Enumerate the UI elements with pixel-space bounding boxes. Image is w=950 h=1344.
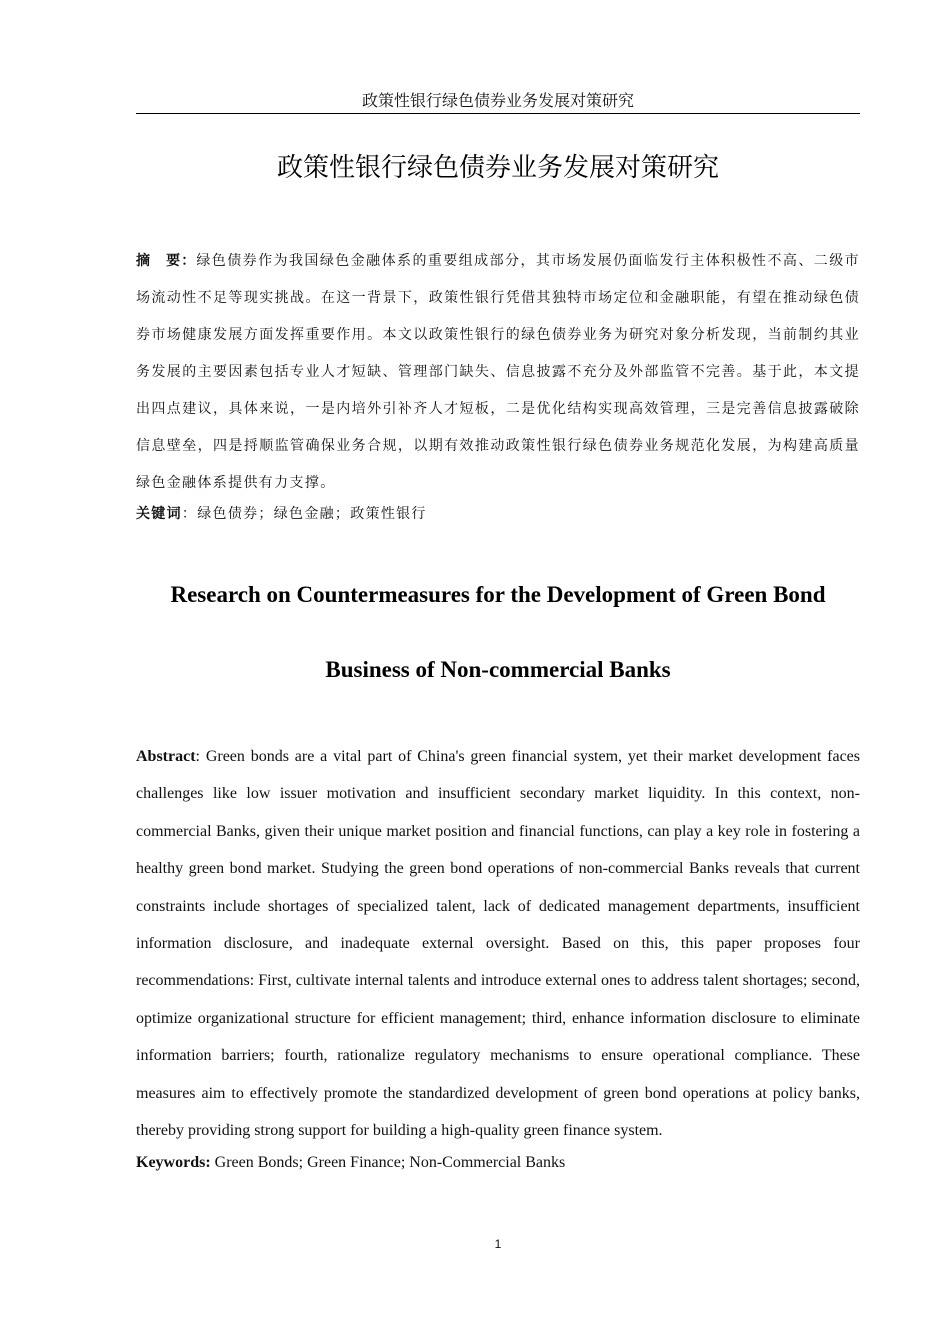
chinese-keywords	[136, 502, 860, 526]
english-abstract-label: Abstract	[136, 748, 196, 765]
chinese-abstract	[136, 243, 860, 502]
chinese-abstract-text: 绿色债券作为我国绿色金融体系的重要组成部分，其市场发展仍面临发行主体积极性不高、二级市场流动性不足等现实挑战。在这一背景下，政策性银行凭借其独特市场定位和金融职能，有望在推动绿色债券市场健康发展方面发挥重要作用。本文以政策性银行的绿色债券业务为研究对象分析发现，当前制约其业务发展的主要因素包括专业人才短缺、管理部门缺失、信息披露不充分及外部监管不完善。基于此，本文提出四点建议，具体来说，一是内培外引补齐人才短板，二是优化结构实现高效管理，三是完善信息披露破除信息壁垒，四是捋顺监管确保业务合规，以期有效推动政策性银行绿色债券业务规范化发展，为构建高质量绿色金融体系提供有力支撑。	[136, 253, 860, 491]
english-title-line-1: Research on Countermeasures for the Development of Green Bond	[170, 582, 826, 607]
chinese-keywords-label: 关键词	[136, 506, 182, 522]
chinese-keywords-separator: ：	[181, 506, 198, 522]
english-abstract-text: : Green bonds are a vital part of China's green financial system, yet their market development faces challenges like low issuer motivation and insufficient secondary market liquidity. In this context, non-commercial Banks, given their unique market position and financial functions, can play a key role in fostering a healthy green bond market. Studying the green bond operations of non-commercial Banks reveals that current constraints include shortages of specialized talent, lack of dedicated management departments, insufficient information disclosure, and inadequate external oversight. Based on this, this paper proposes four recommendations: First, cultivate internal talents and introduce external ones to address talent shortages; second, optimize organizational structure for efficient management; third, enhance information disclosure to eliminate information barriers; fourth, rationalize regulatory mechanisms to ensure operational compliance. These measures aim to effectively promote the standardized development of green bond operations at policy banks, thereby providing strong support for building a high-quality green finance system.	[136, 748, 860, 1140]
english-title	[136, 577, 860, 727]
chinese-title: 政策性银行绿色债券业务发展对策研究	[276, 153, 719, 183]
chinese-abstract-label: 摘 要：	[136, 253, 197, 269]
header-rule	[136, 113, 860, 114]
english-abstract	[136, 738, 860, 1149]
english-keywords-label: Keywords:	[136, 1154, 211, 1171]
running-header: 政策性银行绿色债券业务发展对策研究	[361, 91, 634, 110]
english-title-line-2: Business of Non-commercial Banks	[325, 657, 671, 682]
page-number: 1	[494, 1237, 502, 1251]
english-keywords	[136, 1151, 860, 1175]
chinese-keywords-text: 绿色债券；绿色金融；政策性银行	[197, 506, 427, 522]
english-keywords-text: Green Bonds; Green Finance; Non-Commercial Banks	[210, 1154, 566, 1171]
